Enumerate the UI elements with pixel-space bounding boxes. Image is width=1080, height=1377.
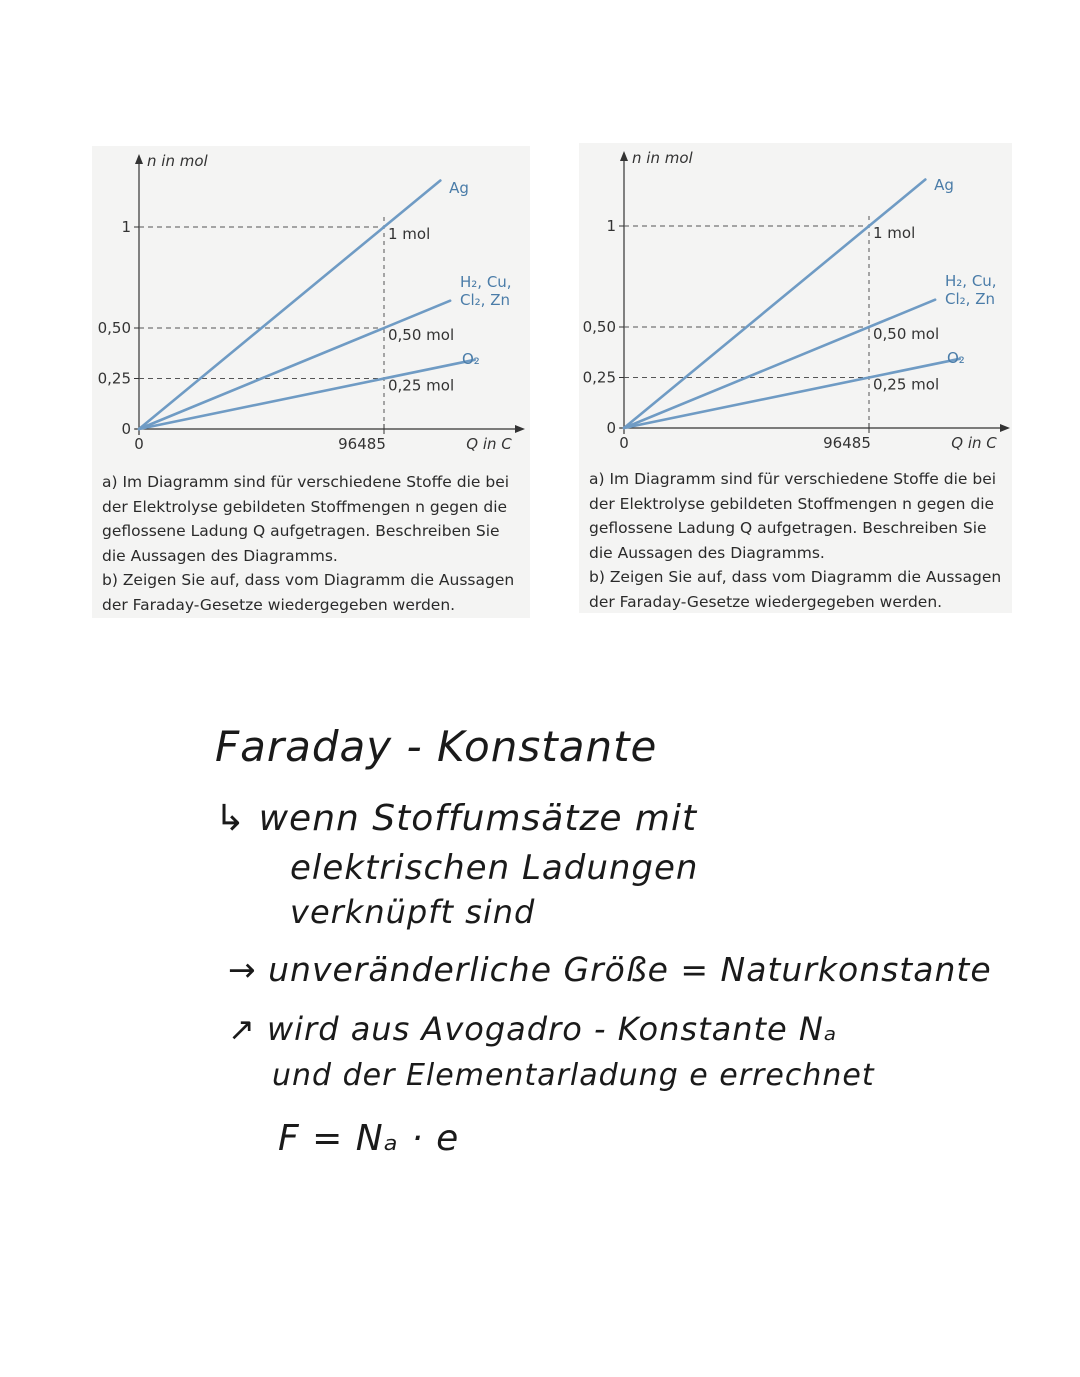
notes-line-3: verknüpft sind <box>290 893 536 931</box>
notes-line-6: und der Elementarladung e errechnet <box>272 1058 875 1093</box>
y-tick-label: 0 <box>606 419 616 437</box>
series-label-o2: O₂ <box>947 348 965 367</box>
y-tick-label: 1 <box>121 218 131 236</box>
exercise-b: b) Zeigen Sie auf, dass vom Diagramm die Aussagen der Faraday-Gesetze wiedergegeben werden. <box>589 568 1002 611</box>
series-label-ag: Ag <box>449 179 469 197</box>
annotation-025-mol: 0,25 mol <box>873 375 940 394</box>
exercise-b: b) Zeigen Sie auf, dass vom Diagramm die Aussagen der Faraday-Gesetze wiedergegeben werden. <box>102 571 515 614</box>
x-tick-label: 0 <box>619 434 629 452</box>
annotation-1-mol: 1 mol <box>388 225 431 243</box>
exercise-a: a) Im Diagramm sind für verschiedene Stoffe die bei der Elektrolyse gebildeten Stoffmengen n gegen die geflossene Ladung Q aufgetragen. Beschreiben Sie die Aussagen des Diagramms. <box>589 470 997 562</box>
y-tick-label: 0,25 <box>97 369 131 388</box>
y-tick-label: 0,50 <box>97 319 131 337</box>
y-tick-label: 0 <box>121 420 131 438</box>
exercise-a: a) Im Diagramm sind für verschiedene Stoffe die bei der Elektrolyse gebildeten Stoffmengen n gegen die geflossene Ladung Q aufgetragen. Beschreiben Sie die Aussagen des Diagramms. <box>102 473 510 565</box>
notes-line-1: ↳ wenn Stoffumsätze mit <box>215 798 698 839</box>
notes-title: Faraday - Konstante <box>215 722 658 771</box>
series-label-h2cu: Cl₂, Zn <box>460 291 510 309</box>
notes-line-2: elektrischen Ladungen <box>290 848 699 888</box>
x-axis-title: Q in C <box>951 434 997 452</box>
y-axis-title: n in mol <box>147 152 208 170</box>
annotation-025-mol: 0,25 mol <box>388 376 455 395</box>
x-axis-title: Q in C <box>466 435 512 453</box>
series-label-h2cu: H₂, Cu, <box>945 272 997 290</box>
notes-line-5: ↗ wird aus Avogadro - Konstante Nₐ <box>228 1010 838 1048</box>
x-tick-label: 96485 <box>823 434 871 452</box>
annotation-050-mol: 0,50 mol <box>873 325 940 343</box>
x-tick-label: 96485 <box>338 435 386 453</box>
notes-formula: F = Nₐ · e <box>278 1118 460 1159</box>
series-label-h2cu: Cl₂, Zn <box>945 290 995 308</box>
annotation-1-mol: 1 mol <box>873 224 916 242</box>
annotation-050-mol: 0,50 mol <box>388 326 455 344</box>
y-axis-title: n in mol <box>632 149 693 167</box>
series-label-ag: Ag <box>934 176 954 194</box>
x-tick-label: 0 <box>134 435 144 453</box>
notes-line-4: → unveränderliche Größe = Naturkonstante <box>228 950 992 989</box>
series-label-o2: O₂ <box>462 349 480 368</box>
y-tick-label: 1 <box>606 217 616 235</box>
y-tick-label: 0,25 <box>582 368 616 387</box>
series-label-h2cu: H₂, Cu, <box>460 273 512 291</box>
y-tick-label: 0,50 <box>582 318 616 336</box>
